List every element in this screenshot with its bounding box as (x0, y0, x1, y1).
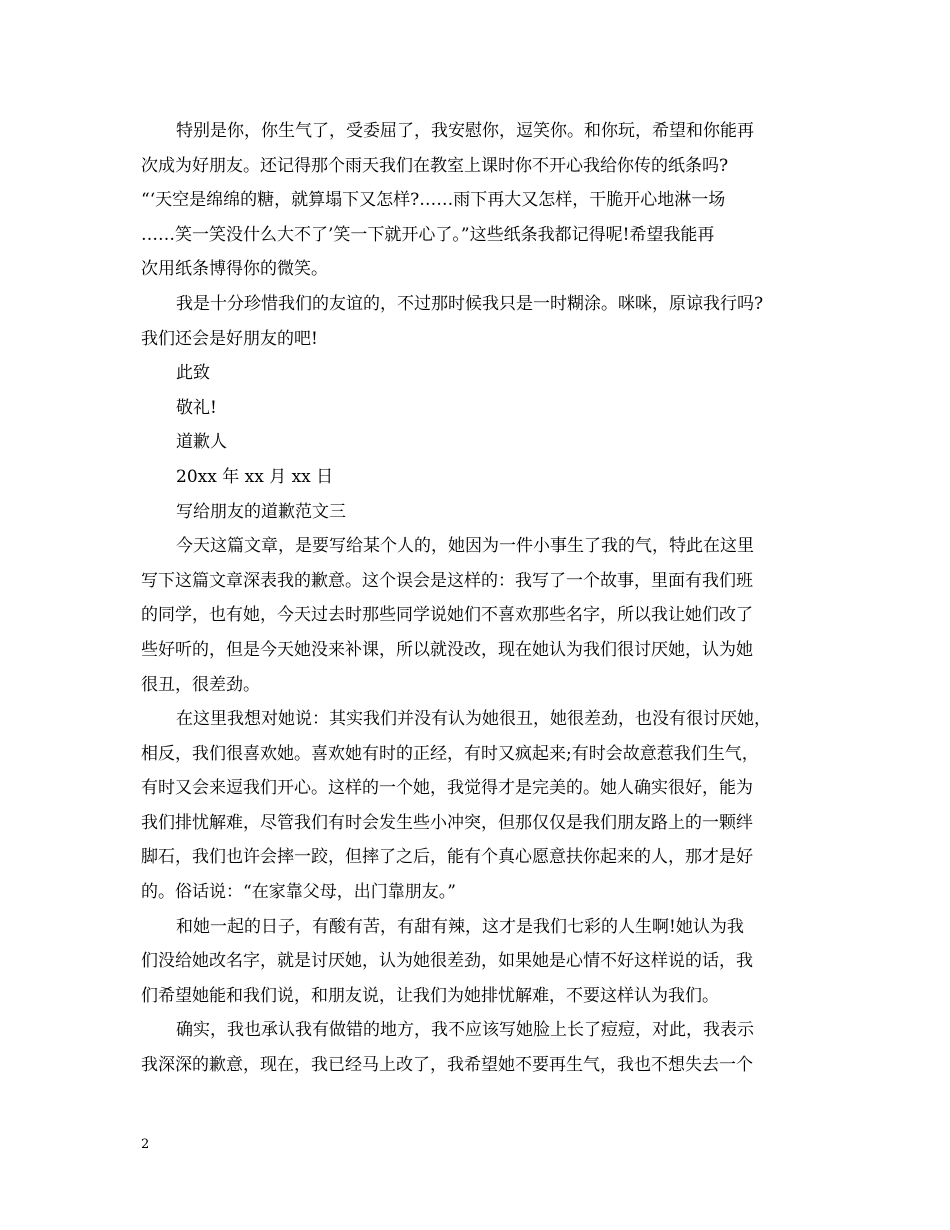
text-line: 脚石，我们也许会摔一跤，但摔了之后，能有个真心愿意扶你起来的人，那才是好 (141, 847, 753, 868)
text-line: 今天这篇文章，是要写给某个人的，她因为一件小事生了我的气，特此在这里 (176, 536, 754, 557)
text-line: 特别是你，你生气了，受委屈了，我安慰你，逗笑你。和你玩，希望和你能再 (176, 121, 754, 141)
text-line: 们希望她能和我们说，和朋友说，让我们为她排忧解难，不要这样认为我们。 (141, 985, 719, 1006)
text-line: 些好听的，但是今天她没来补课，所以就没改，现在她认为我们很讨厌她，认为她 (141, 639, 753, 660)
text-line: 的同学，也有她，今天过去时那些同学说她们不喜欢那些名字，所以我让她们改了 (141, 605, 753, 626)
text-line: 和她一起的日子，有酸有苦，有甜有辣，这才是我们七彩的人生啊!她认为我 (176, 916, 744, 937)
text-line: 在这里我想对她说：其实我们并没有认为她很丑，她很差劲，也没有很讨厌她， (176, 709, 771, 730)
text-line: “‘天空是绵绵的糖，就算塌下又怎样?……雨下再大又怎样，干脆开心地淋一场 (141, 190, 726, 211)
text-line: 我是十分珍惜我们的友谊的，不过那时候我只是一时糊涂。咪咪，原谅我行吗? (176, 293, 764, 314)
text-line: 的。俗话说：“在家靠父母，出门靠朋友。” (141, 882, 456, 903)
text-line: 次用纸条博得你的微笑。 (141, 259, 328, 280)
page-number: 2 (141, 1137, 150, 1152)
text-line: ……笑一笑没什么大不了’笑一下就开心了。”这些纸条我都记得呢!希望我能再 (141, 224, 715, 245)
text-line: 写给朋友的道歉范文三 (176, 501, 346, 522)
text-line: 写下这篇文章深表我的歉意。这个误会是这样的：我写了一个故事，里面有我们班 (141, 570, 753, 591)
text-line: 我们排忧解难，尽管我们有时会发生些小冲突，但那仅仅是我们朋友路上的一颗绊 (141, 812, 753, 833)
text-line: 们没给她改名字，就是讨厌她，认为她很差劲，如果她是心情不好这样说的话，我 (141, 951, 753, 972)
text-line: 敬礼! (176, 397, 217, 418)
text-line: 我深深的歉意，现在，我已经马上改了，我希望她不要再生气，我也不想失去一个 (141, 1055, 753, 1076)
text-line: 有时又会来逗我们开心。这样的一个她，我觉得才是完美的。她人确实很好，能为 (141, 778, 753, 799)
document-body (141, 114, 826, 1083)
text-line: 确实，我也承认我有做错的地方，我不应该写她脸上长了痘痘，对此，我表示 (176, 1020, 754, 1041)
text-line: 很丑，很差劲。 (141, 674, 260, 695)
text-line: 相反，我们很喜欢她。喜欢她有时的正经，有时又疯起来;有时会故意惹我们生气， (141, 743, 759, 764)
text-line: 次成为好朋友。还记得那个雨天我们在教室上课时你不开心我给你传的纸条吗? (141, 155, 729, 176)
text-line: 此致 (176, 363, 210, 384)
text-line: 我们还会是好朋友的吧! (141, 328, 318, 349)
text-line: 20xx 年 xx 月 xx 日 (176, 466, 334, 487)
text-line: 道歉人 (176, 432, 227, 453)
